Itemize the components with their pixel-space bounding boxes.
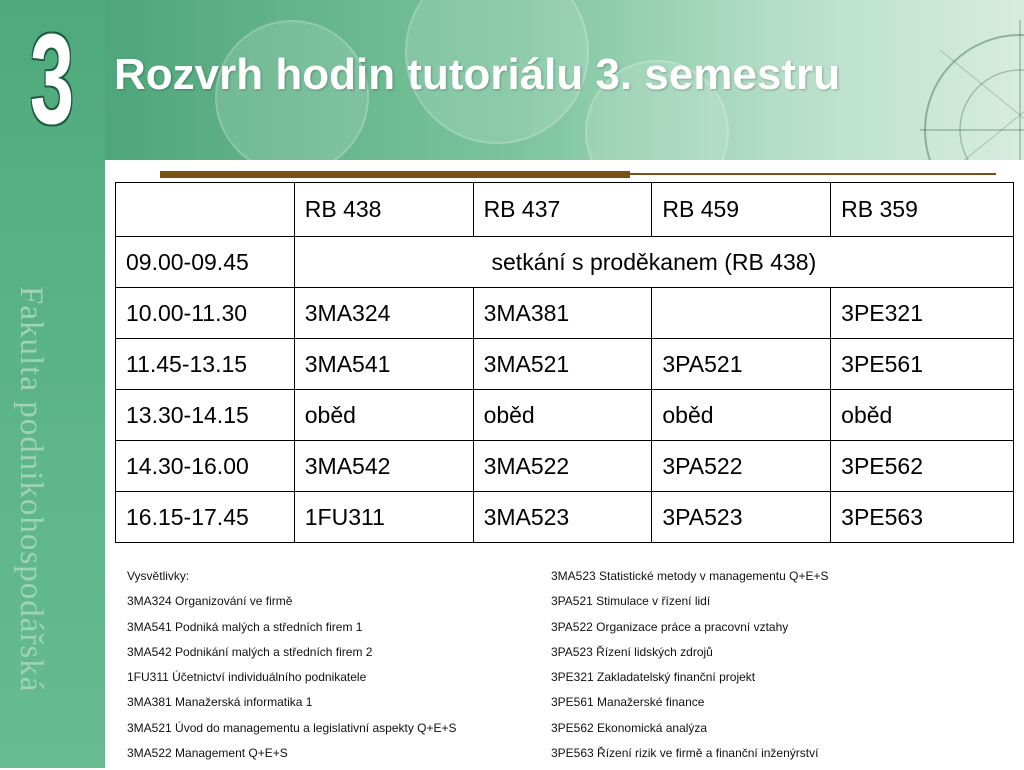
title-divider-thick	[160, 171, 630, 178]
compass-decoration	[900, 10, 1024, 160]
table-header-cell: RB 438	[294, 183, 473, 237]
legend-item: 3PA522 Organizace práce a pracovní vztahy	[551, 619, 789, 634]
time-cell: 13.30-14.15	[116, 390, 295, 441]
table-header-row	[116, 183, 1014, 237]
table-row	[116, 441, 1014, 492]
table-row	[116, 339, 1014, 390]
time-cell: 10.00-11.30	[116, 288, 295, 339]
table-row	[116, 390, 1014, 441]
time-cell: 14.30-16.00	[116, 441, 295, 492]
legend-item: 3MA324 Organizování ve firmě	[127, 594, 293, 609]
table-cell: oběd	[473, 390, 652, 441]
table-cell: 3PA523	[652, 492, 831, 543]
table-cell: 3PE321	[831, 288, 1014, 339]
legend-right	[551, 568, 828, 770]
left-strip	[0, 0, 105, 768]
faculty-vertical-text-container	[12, 286, 52, 768]
table-cell: 3MA542	[294, 441, 473, 492]
slide-number: 3	[29, 8, 75, 151]
time-cell: 09.00-09.45	[116, 237, 295, 288]
table-cell: 3PE561	[831, 339, 1014, 390]
title-divider-thin	[630, 173, 996, 175]
time-cell: 16.15-17.45	[116, 492, 295, 543]
page-title: Rozvrh hodin tutoriálu 3. semestru	[114, 50, 841, 99]
legend-item: 3MA521 Úvod do managementu a legislativní aspekty Q+E+S	[127, 720, 457, 735]
table-cell: oběd	[831, 390, 1014, 441]
table-cell: 3PA521	[652, 339, 831, 390]
table-cell: 3PE563	[831, 492, 1014, 543]
legend-item: 1FU311 Účetnictví individuálního podnikatele	[127, 670, 367, 685]
legend-item: 3MA381 Manažerská informatika 1	[127, 695, 313, 710]
table-cell: 3MA521	[473, 339, 652, 390]
legend-item: 3PE561 Manažerské finance	[551, 695, 705, 710]
table-cell: 3MA381	[473, 288, 652, 339]
table-cell: 3MA523	[473, 492, 652, 543]
table-cell: 3PE562	[831, 441, 1014, 492]
table-header-cell: RB 359	[831, 183, 1014, 237]
table-header-cell: RB 459	[652, 183, 831, 237]
table-cell: 1FU311	[294, 492, 473, 543]
table-header-cell	[116, 183, 295, 237]
legend-item: 3PE562 Ekonomická analýza	[551, 720, 708, 735]
table-row	[116, 492, 1014, 543]
legend-heading: Vysvětlivky:	[127, 569, 190, 583]
time-cell: 11.45-13.15	[116, 339, 295, 390]
table-row	[116, 288, 1014, 339]
table-header-cell: RB 437	[473, 183, 652, 237]
legend-item: 3MA542 Podnikání malých a středních firem 2	[127, 644, 373, 659]
table-cell: oběd	[294, 390, 473, 441]
table-cell: oběd	[652, 390, 831, 441]
legend-item: 3PA521 Stimulace v řízení lidí	[551, 594, 711, 609]
legend-item: 3MA522 Management Q+E+S	[127, 746, 288, 761]
table-cell: 3MA541	[294, 339, 473, 390]
legend-item: 3PA523 Řízení lidských zdrojů	[551, 644, 713, 659]
table-cell	[652, 288, 831, 339]
legend-item: 3PE321 Zakladatelský finanční projekt	[551, 670, 756, 685]
table-row	[116, 237, 1014, 288]
legend-item: 3MA523 Statistické metody v managementu Q+E+S	[551, 569, 829, 583]
table-cell: 3MA522	[473, 441, 652, 492]
table-cell: 3PA522	[652, 441, 831, 492]
table-cell: 3MA324	[294, 288, 473, 339]
faculty-vertical-text: Fakulta podnikohospodářská	[13, 286, 49, 693]
meeting-cell: setkání s proděkanem (RB 438)	[294, 237, 1013, 288]
legend-left	[127, 568, 457, 770]
legend-item: 3MA541 Podniká malých a středních firem 1	[127, 619, 363, 634]
schedule-table	[115, 182, 1014, 543]
legend-item: 3PE563 Řízení rizik ve firmě a finanční inženýrství	[551, 746, 819, 761]
